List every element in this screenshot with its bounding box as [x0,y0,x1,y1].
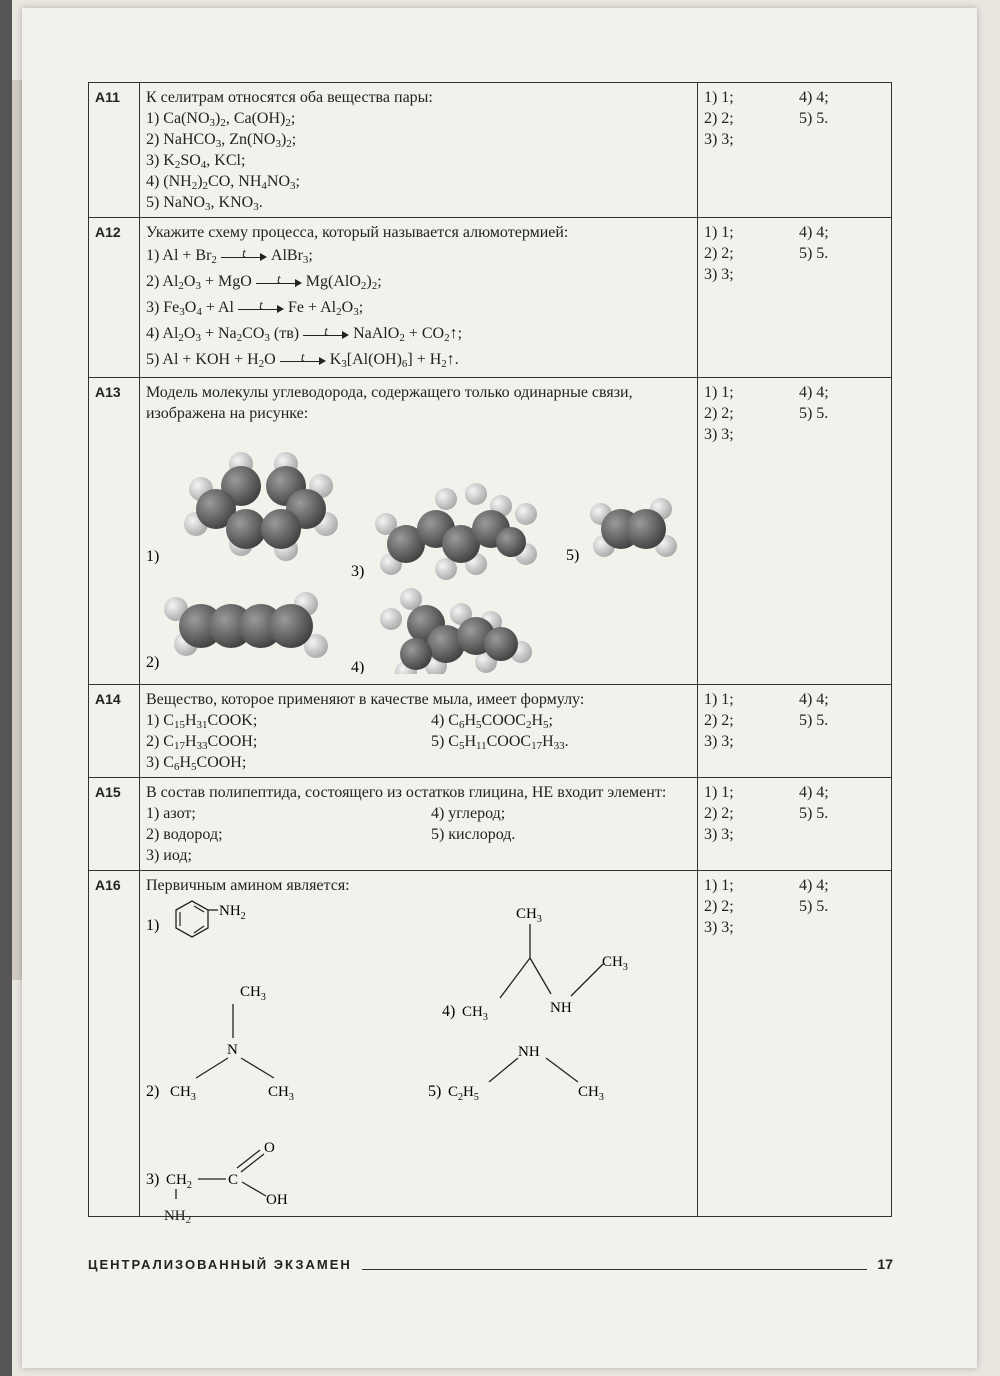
option-5: 5) кислород. [430,826,516,843]
ch3-group: $CH_3$ [267,1084,294,1103]
option-3: 3) $K_2SO_4$, KCl; [145,152,246,171]
question-body [139,871,697,1226]
structure-label-3: 3) [145,1171,160,1188]
question-body [139,83,697,218]
answer-5[interactable]: 5) 5. [798,805,829,822]
option-2: 2) водород; [145,826,223,843]
answer-5[interactable]: 5) 5. [798,712,829,729]
molecule-model-3[interactable] [375,483,537,580]
o-atom: O [263,1140,275,1156]
answer-2[interactable]: 2) 2; [703,898,734,915]
ch3-group: $CH_3$ [601,954,628,973]
question-row-a14 [89,685,892,778]
nh-group: NH [549,1000,572,1016]
answer-1[interactable]: 1) 1; [703,877,734,894]
option-3: 3) $Fe_3O_4 + Al$ t $Fe + Al_2O_3$; [145,297,364,318]
answer-3[interactable]: 3) 3; [703,266,734,283]
answer-choices [697,378,891,685]
answer-2[interactable]: 2) 2; [703,245,734,262]
option-1: 1) $C_{15}H_{31}COOK$; [145,712,258,731]
question-text: В состав полипептида, состоящего из остатков глицина, НЕ входит элемент: [145,784,667,801]
ch3-group: $CH_3$ [515,906,542,925]
question-text: К селитрам относятся оба вещества пары: [145,89,433,106]
answer-2[interactable]: 2) 2; [703,712,734,729]
question-row-a11 [89,83,892,218]
option-2: 2) $Al_2O_3$ + MgO t $Mg(AlO_2)_2$; [145,271,382,292]
nh2-group: $NH_2$ [163,1208,192,1226]
question-number: А12 [89,218,140,378]
molecule-model-2[interactable] [164,592,328,658]
structure-3-glycine[interactable] [146,1140,288,1206]
option-4: 4) $Al_2O_3 + Na_2CO_3$ (тв) t NaAlO$_2$ + $CO_2↑$; [145,323,463,344]
option-5: 5) $C_5H_{11}COOC_{17}H_{33}$. [430,733,569,752]
answer-choices [697,83,891,218]
model-label-4: 4) [350,659,365,674]
answer-4[interactable]: 4) 4; [798,89,829,106]
question-row-a15 [89,778,892,871]
binding-edge [0,0,12,1376]
question-row-a12 [89,218,892,378]
option-1: 1) $Al + Br_2$ t AlBr$_3$; [145,245,313,266]
ch2-group: $CH_2$ [165,1172,192,1191]
page-number: 17 [877,1256,893,1272]
model-label-1: 1) [145,548,160,565]
question-body [139,378,697,685]
molecule-model-4[interactable] [380,588,532,674]
amine-structures-figure [146,896,691,1206]
answer-3[interactable]: 3) 3; [703,826,734,843]
answer-3[interactable]: 3) 3; [703,919,734,936]
answer-1[interactable]: 1) 1; [703,691,734,708]
structure-4[interactable] [442,906,628,1023]
answer-4[interactable]: 4) 4; [798,691,829,708]
option-4: 4) $(NH_2)_2CO$, $NH_4NO_3$; [145,173,300,192]
answer-choices [697,778,891,871]
answer-2[interactable]: 2) 2; [703,405,734,422]
option-1: 1) $Ca(NO_3)_2$, $Ca(OH)_2$; [145,110,296,129]
page-footer [88,1256,893,1272]
answer-1[interactable]: 1) 1; [703,89,734,106]
ch3-group: $CH_3$ [169,1084,196,1103]
c2h5-group: $C_2H_5$ [447,1084,479,1103]
answer-1[interactable]: 1) 1; [703,384,734,401]
answer-4[interactable]: 4) 4; [798,877,829,894]
ch3-group: $CH_3$ [461,1004,488,1023]
option-1: 1) азот; [145,805,196,822]
answer-5[interactable]: 5) 5. [798,898,829,915]
model-label-3: 3) [350,563,365,580]
nh2-group: $NH_2$ [218,903,246,922]
questions-table [88,82,892,1226]
option-2: 2) NaHCO$_3$, $Zn(NO_3)_2$; [145,131,297,150]
oh-group: OH [265,1192,288,1206]
question-number: А14 [89,685,140,778]
structure-label-2: 2) [145,1083,160,1100]
question-number: А16 [89,871,140,1217]
answer-2[interactable]: 2) 2; [703,110,734,127]
question-text: Вещество, которое применяют в качестве мыла, имеет формулу: [145,691,585,708]
option-3: 3) иод; [145,847,192,864]
option-5: 5) Al + KOH + $H_2O$ t $K_3[Al(OH)_6]$ + $H_2↑$. [145,349,459,370]
answer-4[interactable]: 4) 4; [798,224,829,241]
structure-label-5: 5) [427,1083,442,1100]
model-label-5: 5) [565,547,580,564]
answer-1[interactable]: 1) 1; [703,784,734,801]
answer-choices [697,871,891,1217]
answer-5[interactable]: 5) 5. [798,405,829,422]
answer-choices [697,218,891,378]
n-atom: N [226,1042,238,1058]
question-number: А13 [89,378,140,685]
question-body [139,778,697,871]
footer-title: ЦЕНТРАЛИЗОВАННЫЙ ЭКЗАМЕН [88,1256,352,1272]
question-number: А11 [89,83,140,218]
answer-2[interactable]: 2) 2; [703,805,734,822]
answer-3[interactable]: 3) 3; [703,131,734,148]
question-row-a16 [89,871,892,1217]
option-4: 4) углерод; [430,805,506,822]
question-text: Укажите схему процесса, который называется алюмотермией: [145,224,569,241]
footer-rule [362,1259,868,1270]
nh-group: NH [517,1044,540,1060]
question-number: А15 [89,778,140,871]
molecule-models-figure [146,424,691,674]
question-row-a13 [89,378,892,685]
answer-4[interactable]: 4) 4; [798,784,829,801]
model-label-2: 2) [145,654,160,671]
ch3-group: $CH_3$ [577,1084,604,1103]
structure-5[interactable] [428,1044,604,1103]
structure-label-4: 4) [441,1003,456,1020]
question-text: Первичным амином является: [145,877,350,894]
ch3-group: $CH_3$ [239,984,266,1003]
option-4: 4) $C_6H_5COOC_2H_5$; [430,712,553,731]
answer-3[interactable]: 3) 3; [703,426,734,443]
option-5: 5) NaNO$_3$, $KNO_3$. [145,194,263,213]
answer-5[interactable]: 5) 5. [798,245,829,262]
answer-4[interactable]: 4) 4; [798,384,829,401]
structure-2-trimethylamine[interactable] [146,984,294,1103]
question-body [139,218,697,378]
question-text: Модель молекулы углеводорода, содержащего только одинарные связи, изображена на рисунке: [145,384,633,422]
answer-5[interactable]: 5) 5. [798,110,829,127]
answer-1[interactable]: 1) 1; [703,224,734,241]
option-3: 3) $C_6H_5COOH$; [145,754,247,773]
structure-1-aniline[interactable] [146,901,246,937]
c-atom: C [227,1172,238,1188]
molecule-model-5[interactable] [590,498,677,557]
molecule-model-1[interactable] [184,452,338,561]
option-2: 2) $C_{17}H_{33}COOH$; [145,733,258,752]
question-body [139,685,697,778]
answer-choices [697,685,891,778]
structure-label-1: 1) [145,917,160,934]
answer-3[interactable]: 3) 3; [703,733,734,750]
